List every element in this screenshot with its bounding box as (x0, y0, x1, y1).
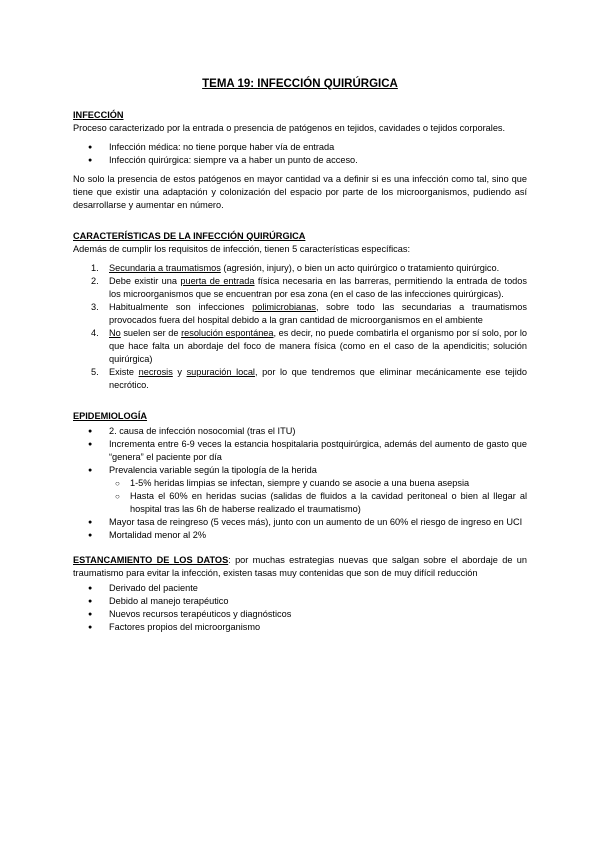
list-item: ● Prevalencia variable según la tipología de la herida (73, 464, 527, 477)
bullet-list (73, 425, 527, 477)
list-item: ● Debido al manejo terapéutico (73, 595, 527, 608)
section-epidemiologia (73, 410, 527, 542)
paragraph: No solo la presencia de estos patógenos en mayor cantidad va a definir si es una infección como tal, sino que tiene que existir una adaptación y colonización del espacio por parte de los microorganismos, pudiendo así desarrollarse y aumentar en número. (73, 174, 527, 210)
list-item: ● 2. causa de infección nosocomial (tras el ITU) (73, 425, 527, 438)
list-item: ● Mortalidad menor al 2% (73, 529, 527, 542)
bullet-list (73, 516, 527, 542)
bullet-list (73, 141, 527, 167)
list-item: ● Factores propios del microorganismo (73, 621, 527, 634)
list-item: ● Mayor tasa de reingreso (5 veces más), junto con un aumento de un 60% el riesgo de ingreso en UCI (73, 516, 527, 529)
section-caracteristicas (73, 230, 527, 392)
section-infeccion (73, 109, 527, 212)
section-estancamiento (73, 554, 527, 634)
section-heading: EPIDEMIOLOGÍA (73, 411, 148, 421)
list-item: ● Infección quirúrgica: siempre va a haber un punto de acceso. (73, 154, 527, 167)
list-item: ○ 1-5% heridas limpias se infectan, siempre y cuando se asocie a una buena asepsia (73, 477, 527, 490)
numbered-list (73, 262, 527, 392)
page-title: TEMA 19: INFECCIÓN QUIRÚRGICA (202, 78, 398, 90)
paragraph: Además de cumplir los requisitos de infección, tienen 5 características específicas: (73, 244, 411, 254)
section-heading: INFECCIÓN (73, 110, 124, 120)
list-item: 5. Existe necrosis y supuración local, por lo que tendremos que eliminar mecánicamente ese tejido necrótico. (91, 367, 527, 390)
paragraph: Proceso caracterizado por la entrada o presencia de patógenos en tejidos, cavidades o tejidos corporales. (73, 123, 506, 133)
list-item: 4. No suelen ser de resolución espontánea, es decir, no puede combatirla el organismo por sí solo, por lo que hace falta un abordaje del foco de manera física (como en el caso de la apendicitis; solución quirúrgica) (91, 328, 527, 364)
list-item: ● Infección médica: no tiene porque haber vía de entrada (73, 141, 527, 154)
list-item: 1. Secundaria a traumatismos (agresión, injury), o bien un acto quirúrgico o tratamiento quirúrgico. (91, 263, 500, 273)
section-heading: CARACTERÍSTICAS DE LA INFECCIÓN QUIRÚRGICA (73, 231, 306, 241)
paragraph: ESTANCAMIENTO DE LOS DATOS: por muchas estrategias nuevas que salgan sobre el abordaje de un traumatismo para evitar la infección, existen tasas muy contenidas que son de muy difícil reducción (73, 555, 527, 578)
bullet-list (73, 582, 527, 634)
list-item: ○ Hasta el 60% en heridas sucias (salidas de fluidos a la cavidad peritoneal o bien al llegar al hospital tras las 6h de haberse realizado el traumatismo) (73, 490, 527, 516)
section-heading: ESTANCAMIENTO DE LOS DATOS (73, 555, 229, 565)
list-item: 3. Habitualmente son infecciones polimicrobianas, sobre todo las secundarias a traumatismos provocados fuera del hospital debido a la gran cantidad de microorganismos en el ambiente (91, 302, 528, 325)
sub-bullet-list (73, 477, 527, 516)
list-item: ● Derivado del paciente (73, 582, 527, 595)
list-item: ● Incrementa entre 6-9 veces la estancia hospitalaria postquirúrgica, además del aumento de gasto que “genera” el paciente por día (73, 438, 527, 464)
list-item: ● Nuevos recursos terapéuticos y diagnósticos (73, 608, 527, 621)
list-item: 2. Debe existir una puerta de entrada física necesaria en las barreras, permitiendo la entrada de todos los microorganismos que se encuentran por esa zona (en el caso de las infecciones quirúrgicas). (91, 276, 527, 299)
